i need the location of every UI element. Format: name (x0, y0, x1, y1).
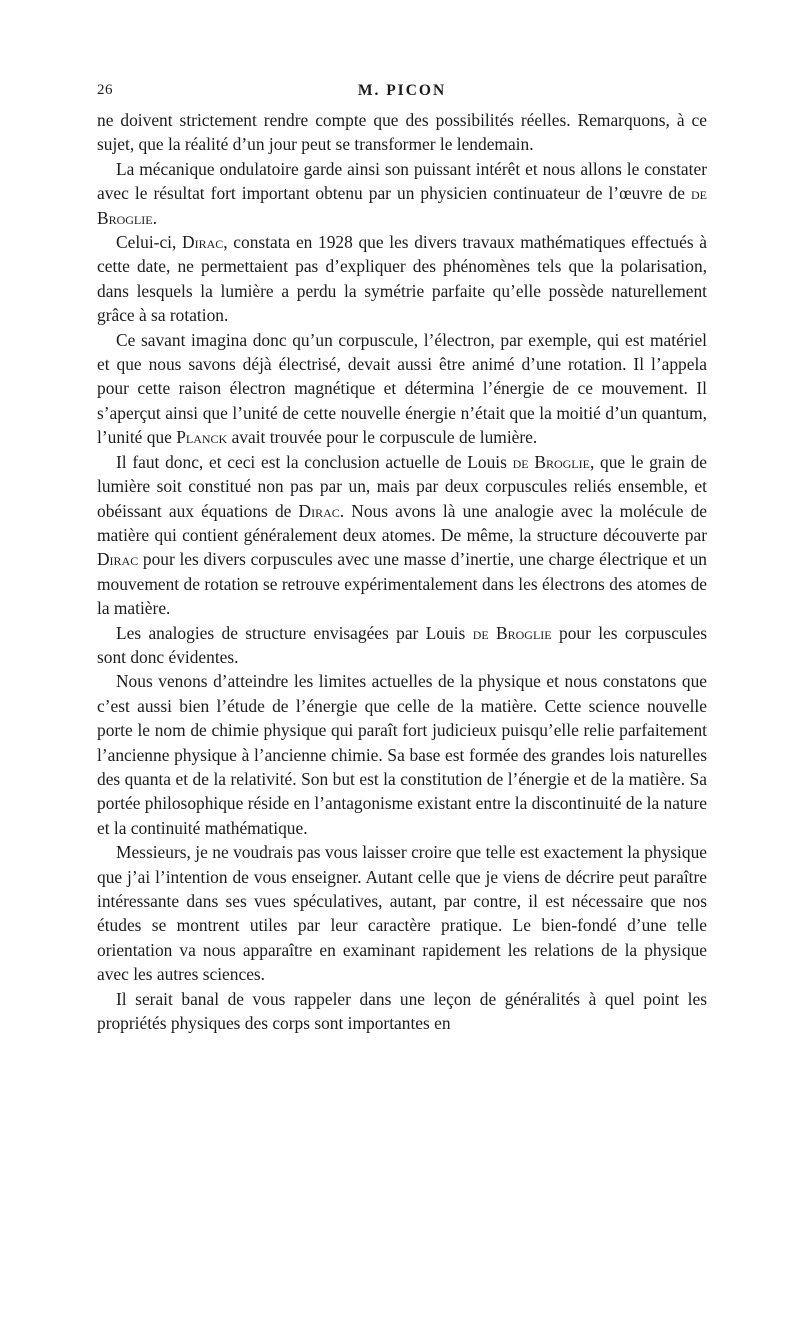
text-run: pour les divers corpuscules avec une masse d’inertie, une charge électrique et un mouvement de rotation se retrouve expérimentalement dans les électrons des atomes de la matière. (97, 549, 707, 619)
author-name: Dirac (97, 549, 139, 570)
text-run: , constata en 1928 que les divers travaux mathématiques effectués à cette date, ne permettaient pas d’expliquer des phénomènes tels que la polarisation, dans lesquels la lumière a perdu la symétrie parfaite qu’elle possède naturellement grâce à sa rotation. (97, 232, 707, 326)
author-name: Dirac (298, 500, 340, 521)
author-name: Dirac (182, 232, 224, 253)
text-run: avait trouvée pour le corpuscule de lumière. (227, 427, 538, 448)
text-run: Les analogies de structure envisagées par Louis (116, 622, 473, 643)
page-number: 26 (97, 82, 113, 98)
text-run: Il faut donc, et ceci est la conclusion actuelle de Louis (116, 451, 513, 472)
paragraph (97, 840, 707, 986)
paragraph (97, 230, 707, 328)
page-header (97, 82, 707, 108)
text-run: Celui-ci, (116, 232, 183, 253)
text-run: . (152, 207, 157, 228)
text-run: Ce savant imagina donc qu’un corpuscule, l’électron, par exemple, qui est matériel et que nous savons déjà électrisé, devait aussi être animé d’une rotation. Il l’appela pour cette raison électron magnétique et détermina l’énergie de ce mouvement. Il s’aperçut ainsi que l’unité de cette nouvelle énergie n’était que la moitié d’un quantum, l’unité que (97, 329, 707, 448)
text-run: Il serait banal de vous rappeler dans une leçon de généralités à quel point les propriétés physiques des corps sont importantes en (97, 988, 707, 1034)
text-run: Nous venons d’atteindre les limites actuelles de la physique et nous constatons que c’est aussi bien l’étude de l’énergie que celle de la matière. Cette science nouvelle porte le nom de chimie physique qui paraît fort judicieux puisqu’elle relie parfaitement l’ancienne physique à l’ancienne chimie. Sa base est formée des grandes lois naturelles des quanta et de la relativité. Son but est la constitution de l’énergie et de la matière. Sa portée philosophique réside en l’antagonisme existant entre la discontinuité de la nature et la continuité mathématique. (97, 671, 707, 838)
body-text (97, 108, 707, 1035)
paragraph (97, 987, 707, 1036)
paragraph (97, 108, 707, 157)
text-run: , que le grain de lumière soit constitué non pas par un, mais par deux corpuscules reliés ensemble, et obéissant aux équations de (97, 451, 708, 521)
paragraph (97, 450, 707, 621)
text-run: . Nous avons là une analogie avec la molécule de matière qui contient généralement deux atomes. De même, la structure découverte par (97, 500, 707, 545)
paragraph (97, 669, 707, 840)
paragraph (97, 621, 707, 670)
author-name: Planck (176, 427, 228, 448)
paragraph (97, 157, 707, 230)
text-run: ne doivent strictement rendre compte que des possibilités réelles. Remarquons, à ce sujet, que la réalité d’un jour peut se transformer le lendemain. (97, 110, 707, 155)
text-run: La mécanique ondulatoire garde ainsi son puissant intérêt et nous allons le constater avec le résultat fort important obtenu par un physicien continuateur de l’œuvre de (97, 158, 707, 204)
author-name: de Broglie (97, 183, 707, 228)
text-run: Messieurs, je ne voudrais pas vous laisser croire que telle est exactement la physique que j’ai l’intention de vous enseigner. Autant celle que je viens de décrire peut paraître intéressante dans ses vues spéculatives, autant, par contre, il est nécessaire que nos études se montrent utiles par leur caractère pratique. Le bien-fondé d’une telle orientation va nous apparaître en examinant rapidement les relations de la physique avec les autres sciences. (97, 842, 707, 985)
text-run: pour les corpuscules sont donc évidentes. (97, 622, 708, 667)
running-head: M. PICON (357, 82, 447, 99)
book-page (97, 82, 707, 1035)
author-name: de Broglie (472, 622, 552, 643)
paragraph (97, 328, 707, 450)
author-name: de Broglie (512, 451, 590, 472)
